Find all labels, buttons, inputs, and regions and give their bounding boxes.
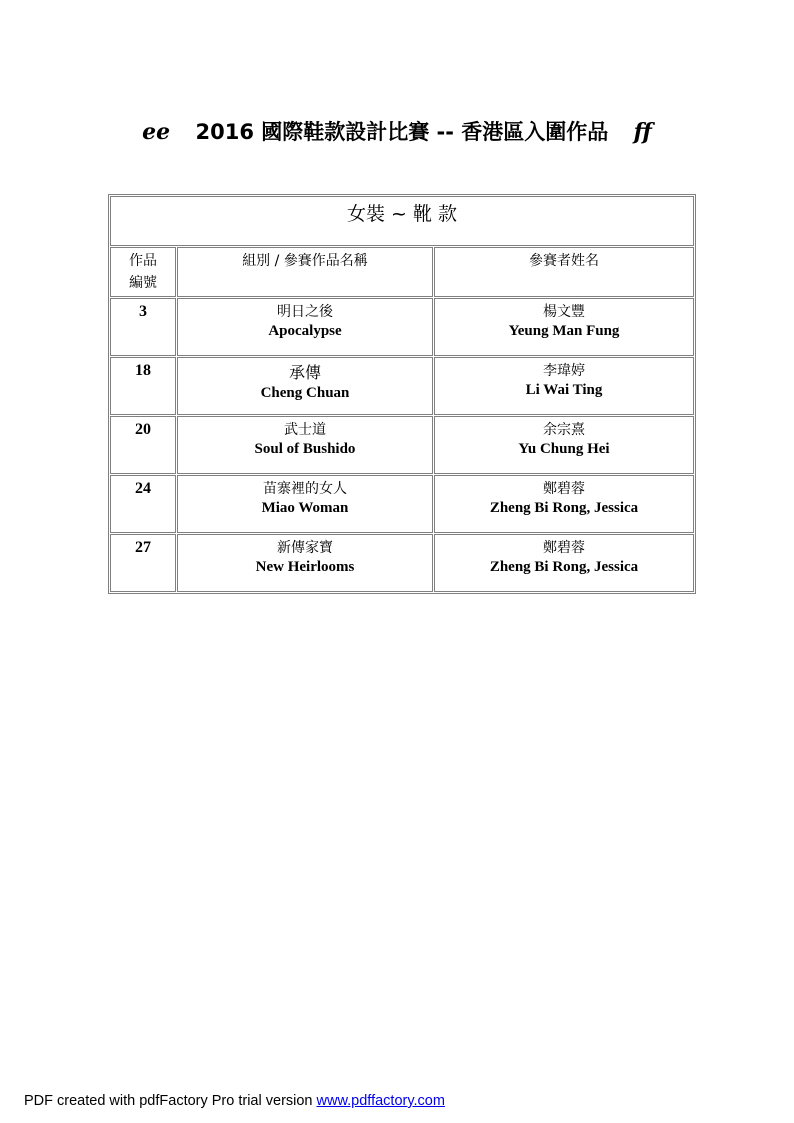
- participant-cell: [434, 416, 694, 474]
- page-title: [0, 116, 794, 146]
- pdffactory-link[interactable]: www.pdffactory.com: [316, 1093, 445, 1109]
- participant-name-zh: 鄭碧蓉: [543, 481, 585, 497]
- column-header-number: [110, 247, 176, 297]
- participant-name-zh: 鄭碧蓉: [543, 540, 585, 556]
- work-title-zh: 承傳: [288, 363, 321, 382]
- participant-cell: [434, 475, 694, 533]
- work-title-en: Soul of Bushido: [254, 441, 356, 457]
- work-cell: [177, 416, 433, 474]
- table-row: [110, 298, 694, 356]
- table-row: [110, 416, 694, 474]
- column-header-participant: 參賽者姓名: [434, 247, 694, 297]
- section-title: 女裝 ~ 靴 款: [110, 196, 694, 246]
- work-title-zh: 武士道: [284, 422, 326, 438]
- entry-number: 27: [110, 534, 176, 592]
- work-title-en: Cheng Chuan: [260, 385, 350, 401]
- work-cell: [177, 534, 433, 592]
- section-header-row: [110, 196, 694, 246]
- participant-cell: [434, 534, 694, 592]
- participant-name-en: Li Wai Ting: [525, 382, 603, 398]
- table-row: [110, 357, 694, 415]
- column-header-number-line2: 編號: [129, 275, 157, 291]
- participant-cell: [434, 298, 694, 356]
- ornament-left: ee: [142, 119, 171, 145]
- entry-number: 3: [110, 298, 176, 356]
- participant-name-zh: 楊文豐: [543, 304, 585, 320]
- column-header-work: 組別 / 參賽作品名稱: [177, 247, 433, 297]
- work-title-zh: 苗寨裡的女人: [263, 481, 347, 497]
- participant-cell: [434, 357, 694, 415]
- table-row: [110, 534, 694, 592]
- participant-name-en: Zheng Bi Rong, Jessica: [489, 559, 639, 575]
- work-title-en: New Heirlooms: [255, 559, 355, 575]
- work-title-zh: 明日之後: [277, 304, 333, 320]
- work-title-zh: 新傳家寶: [277, 540, 333, 556]
- participant-name-en: Yu Chung Hei: [518, 441, 610, 457]
- entry-number: 24: [110, 475, 176, 533]
- work-title-en: Miao Woman: [261, 500, 349, 516]
- work-title-en: Apocalypse: [268, 323, 342, 339]
- entry-number: 18: [110, 357, 176, 415]
- ornament-right: ff: [633, 119, 652, 145]
- finalists-table: [108, 194, 696, 594]
- pdf-footer: [24, 1093, 445, 1109]
- column-header-number-line1: 作品: [129, 253, 157, 269]
- table-row: [110, 475, 694, 533]
- work-cell: [177, 475, 433, 533]
- title-text: 2016 國際鞋款設計比賽 -- 香港區入圍作品: [195, 120, 609, 144]
- participant-name-en: Zheng Bi Rong, Jessica: [489, 500, 639, 516]
- participant-name-zh: 余宗熹: [543, 422, 585, 438]
- column-header-row: [110, 247, 694, 297]
- work-cell: [177, 357, 433, 415]
- participant-name-en: Yeung Man Fung: [508, 323, 620, 339]
- participant-name-zh: 李瑋婷: [543, 363, 585, 379]
- entry-number: 20: [110, 416, 176, 474]
- work-cell: [177, 298, 433, 356]
- footer-text: PDF created with pdfFactory Pro trial version: [24, 1093, 317, 1109]
